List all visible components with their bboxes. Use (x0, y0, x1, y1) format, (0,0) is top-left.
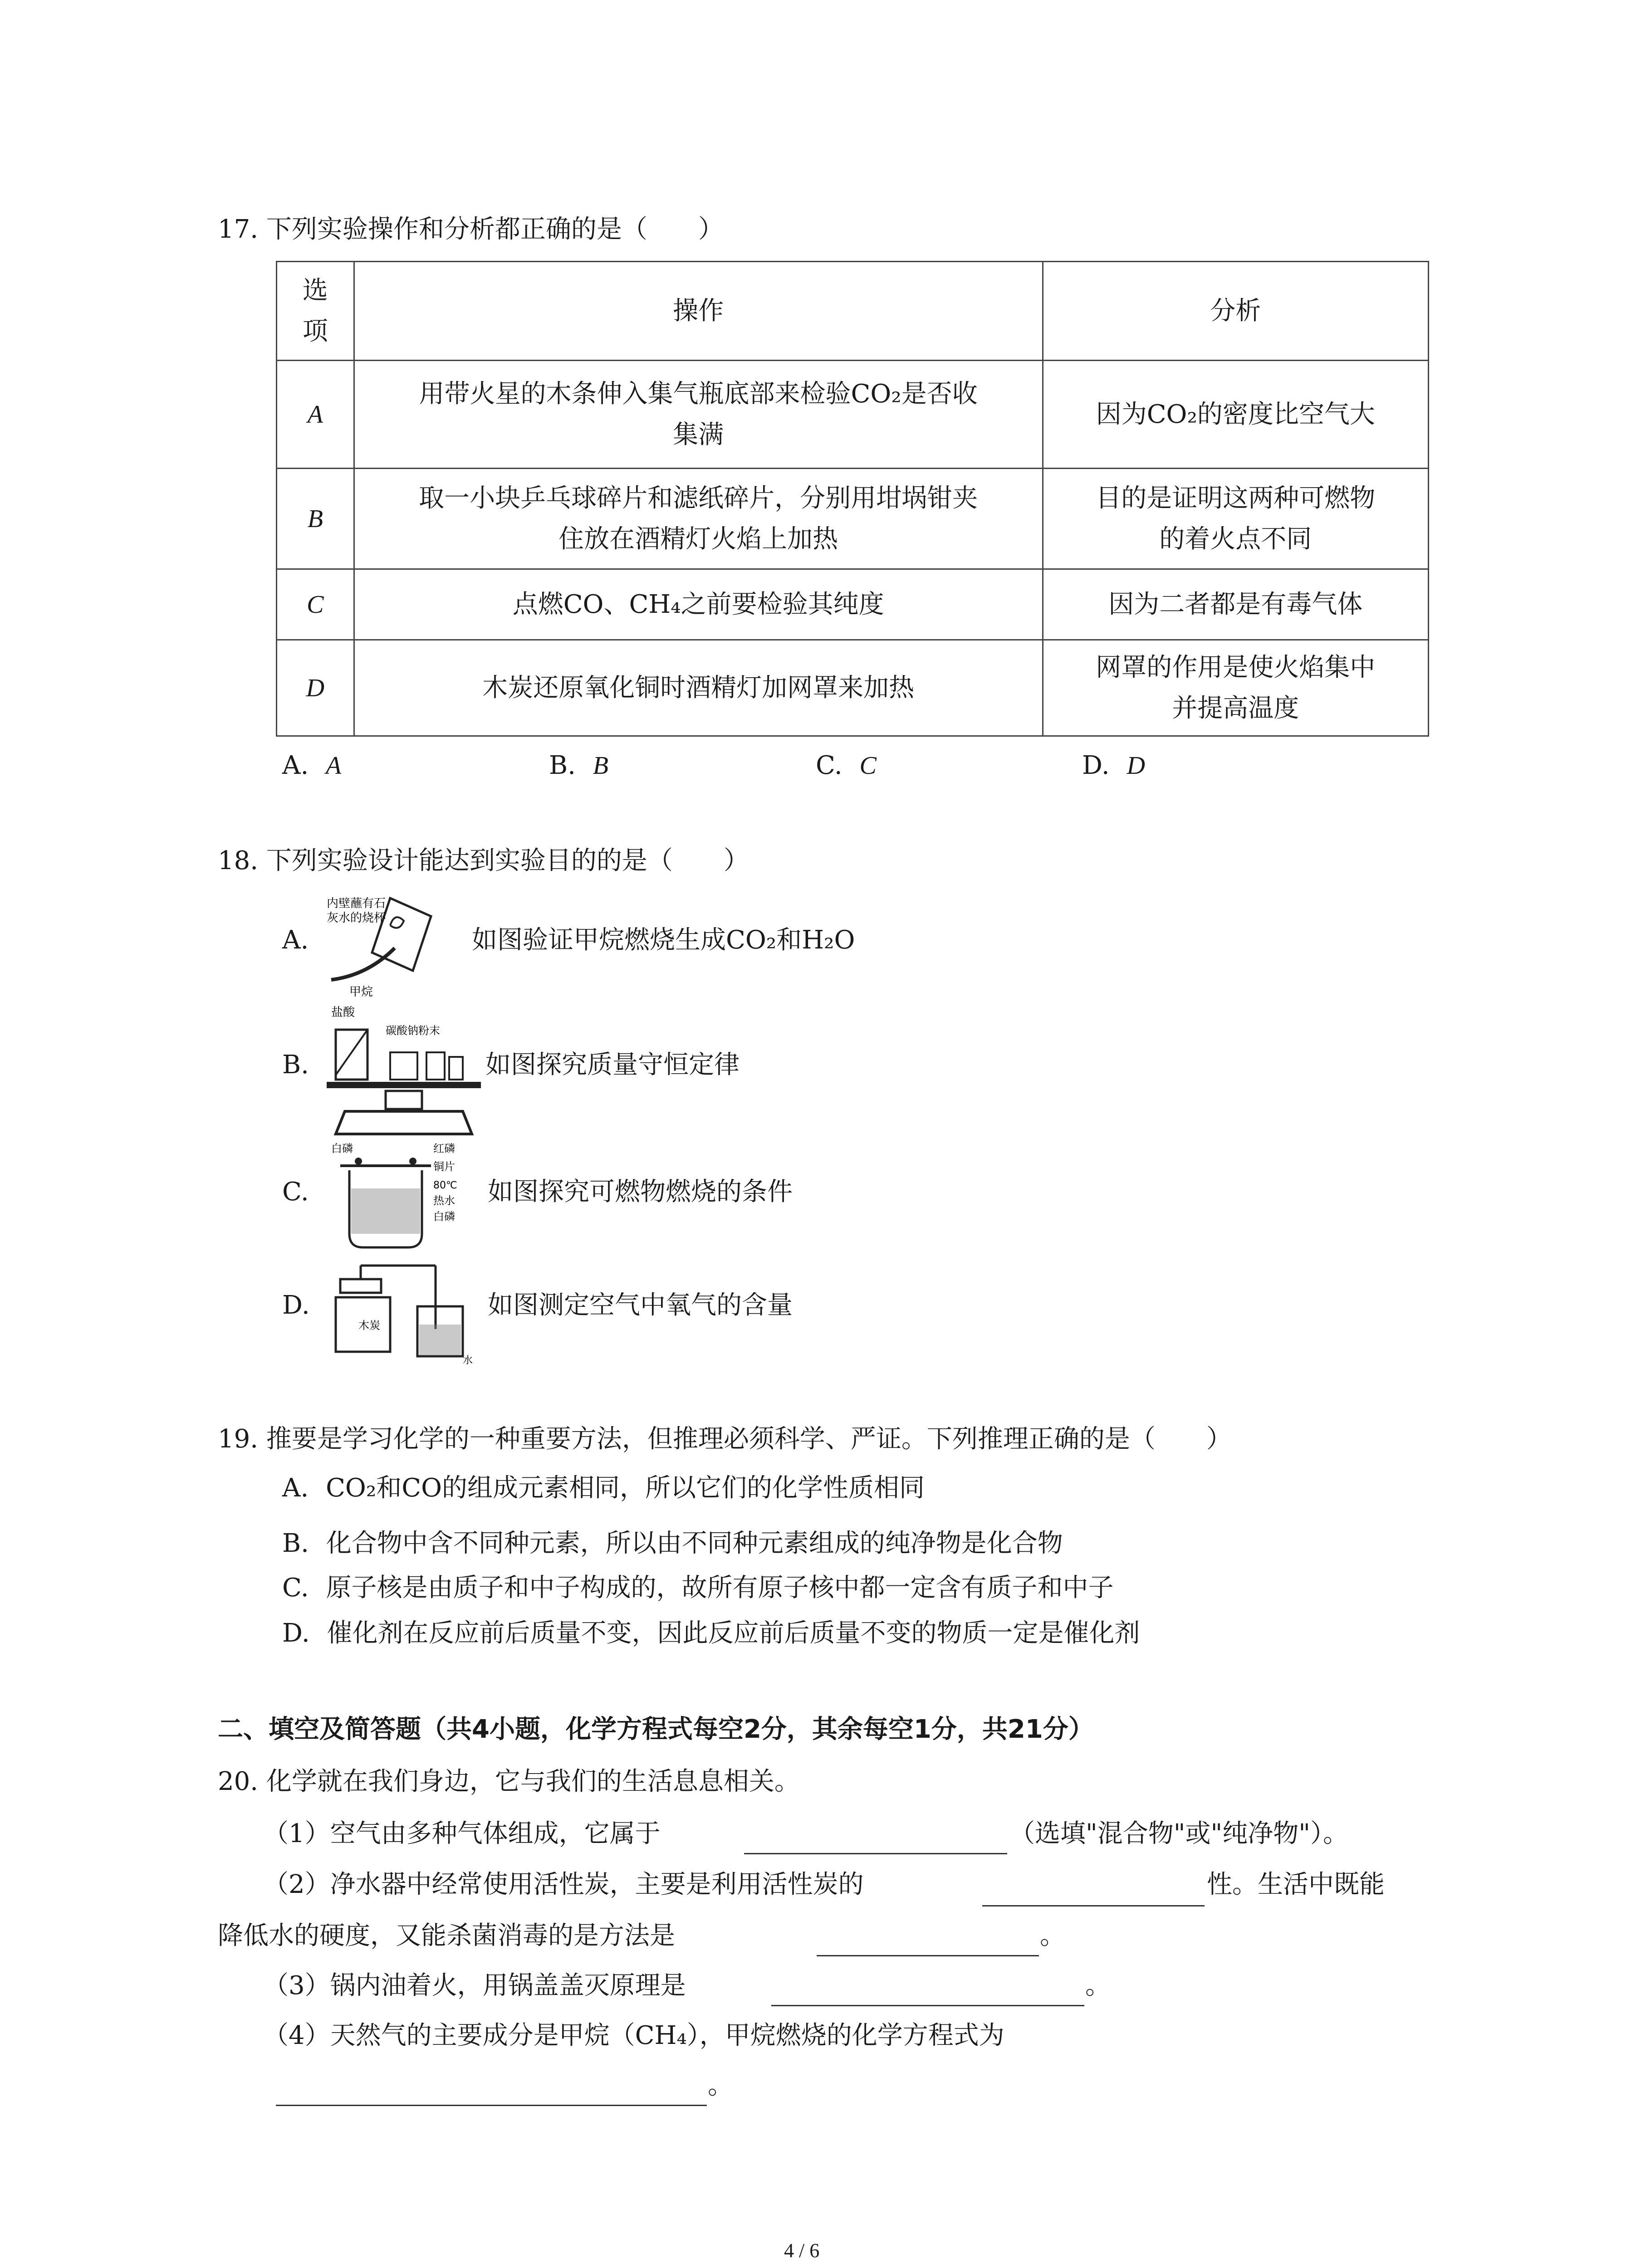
q19-option-c[interactable] (282, 1575, 1113, 1601)
section-heading: 二、填空及简答题（共4小题，化学方程式每空2分，其余每空1分，共21分） (218, 1715, 1094, 1744)
option-label: D. (282, 1618, 310, 1648)
fig-label: 热水 (433, 1194, 455, 1207)
row-option: B (277, 469, 354, 569)
q20-blank-5[interactable] (276, 2105, 707, 2106)
q18-option-b-label[interactable]: B. (282, 1050, 309, 1080)
fig-label: 碳酸钠粉末 (386, 1024, 440, 1037)
fig-label: 内壁蘸有石 (327, 897, 386, 910)
q20-blank-1[interactable] (744, 1853, 1007, 1854)
choice-label: A. (282, 751, 309, 780)
row-operation (354, 640, 1043, 736)
q20-part1-a: （1）空气由多种气体组成，它属于 (263, 1819, 661, 1848)
q18-option-d-label[interactable]: D. (282, 1290, 310, 1320)
fig-label: 盐酸 (331, 1006, 355, 1019)
table-row (277, 469, 1429, 569)
an-line: 网罩的作用是使火焰集中 (1096, 652, 1376, 682)
table-header-row (277, 262, 1429, 361)
an-line: 因为二者都是有毒气体 (1108, 589, 1363, 619)
option-text: 催化剂在反应前后质量不变，因此反应前后质量不变的物质一定是催化剂 (327, 1618, 1140, 1648)
row-analysis (1043, 361, 1428, 469)
q19-stem: 19. 推要是学习化学的一种重要方法，但推理必须科学、严证。下列推理正确的是（ ） (218, 1424, 1232, 1454)
an-line: 目的是证明这两种可燃物 (1096, 483, 1376, 513)
fig-label: 铜片 (433, 1160, 455, 1173)
q17-choice-d[interactable] (1082, 753, 1145, 778)
fig-label: 水 (463, 1355, 473, 1365)
q18-option-a-text: 如图验证甲烷燃烧生成CO₂和H₂O (472, 925, 855, 955)
row-analysis (1043, 640, 1428, 736)
table-row (277, 361, 1429, 469)
option-label: B. (282, 1529, 309, 1558)
choice-label: C. (816, 751, 843, 780)
row-analysis (1043, 469, 1428, 569)
q17-choice-a[interactable] (282, 753, 341, 778)
choice-value: B (593, 752, 608, 780)
q17-choice-b[interactable] (549, 753, 608, 778)
op-line: 住放在酒精灯火焰上加热 (558, 524, 838, 554)
fig-label: 甲烷 (349, 985, 373, 998)
q20-part4-b: 。 (708, 2071, 733, 2100)
fig-label: 白磷 (331, 1142, 353, 1155)
table-row (277, 569, 1429, 640)
fig-label: 80℃ (433, 1180, 457, 1191)
op-line: 用带火星的木条伸入集气瓶底部来检验CO₂是否收 (419, 379, 978, 409)
q20-stem: 20. 化学就在我们身边，它与我们的生活息息相关。 (218, 1767, 800, 1796)
fig-label: 灰水的烧杯 (327, 911, 386, 925)
page-number: 4 / 6 (784, 2239, 820, 2262)
header-analysis: 分析 (1043, 262, 1428, 361)
row-analysis (1043, 569, 1428, 640)
q17-stem: 17. 下列实验操作和分析都正确的是（ ） (218, 215, 724, 244)
q18-option-d-text: 如图测定空气中氧气的含量 (488, 1290, 793, 1320)
choice-label: B. (549, 751, 576, 780)
q19-option-a[interactable] (282, 1473, 925, 1503)
balance-figure (318, 1002, 490, 1139)
combustion-figure (322, 1134, 481, 1252)
q17-choice-c[interactable] (816, 753, 877, 778)
row-option: A (277, 361, 354, 469)
header-option-text: 选项 (302, 275, 328, 346)
q18-option-c-text: 如图探究可燃物燃烧的条件 (488, 1177, 793, 1207)
option-label: A. (282, 1473, 309, 1503)
q20-part3-b: 。 (1085, 1971, 1111, 2000)
option-text: 化合物中含不同种元素，所以由不同种元素组成的纯净物是化合物 (326, 1529, 1063, 1558)
choice-value: D (1127, 752, 1145, 780)
q18-option-c-label[interactable]: C. (282, 1177, 309, 1207)
table-row (277, 640, 1429, 736)
choice-label: D. (1082, 751, 1110, 780)
q20-part2-a: （2）净水器中经常使用活性炭，主要是利用活性炭的 (263, 1870, 864, 1899)
q20-part1-b: （选填"混合物"或"纯净物"）。 (1009, 1819, 1349, 1848)
fig-label: 白磷 (433, 1210, 455, 1223)
choice-value: A (326, 752, 342, 780)
q18-option-b-text: 如图探究质量守恒定律 (485, 1050, 740, 1080)
option-text: 原子核是由质子和中子构成的，故所有原子核中都一定含有质子和中子 (326, 1573, 1114, 1603)
q20-blank-4[interactable] (771, 2005, 1084, 2006)
q20-part2-c: 降低水的硬度，又能杀菌消毒的是方法是 (218, 1921, 675, 1950)
row-operation (354, 361, 1043, 469)
q20-blank-2[interactable] (982, 1905, 1205, 1906)
choice-value: C (859, 752, 877, 780)
op-line: 取一小块乒乓球碎片和滤纸碎片，分别用坩埚钳夹 (419, 483, 978, 513)
header-operation: 操作 (354, 262, 1043, 361)
an-line: 并提高温度 (1172, 693, 1299, 723)
header-option (277, 262, 354, 361)
option-label: C. (282, 1573, 309, 1603)
row-operation (354, 469, 1043, 569)
op-line: 木炭还原氧化铜时酒精灯加网罩来加热 (482, 673, 915, 703)
op-line: 集满 (673, 420, 724, 450)
q20-part3-a: （3）锅内油着火，用锅盖盖灭原理是 (263, 1971, 686, 2000)
q19-option-b[interactable] (282, 1531, 1063, 1556)
q20-part2-d: 。 (1040, 1921, 1065, 1950)
row-operation (354, 569, 1043, 640)
q20-blank-3[interactable] (817, 1955, 1039, 1956)
an-line: 因为CO₂的密度比空气大 (1096, 399, 1375, 429)
q17-table (276, 261, 1429, 737)
option-text: CO₂和CO的组成元素相同，所以它们的化学性质相同 (326, 1473, 925, 1503)
fig-label: 木炭 (358, 1319, 380, 1332)
row-option: C (277, 569, 354, 640)
op-line: 点燃CO、CH₄之前要检验其纯度 (512, 589, 884, 619)
q20-part2-b: 性。生活中既能 (1207, 1870, 1385, 1899)
an-line: 的着火点不同 (1159, 524, 1312, 554)
q18-option-a-label[interactable]: A. (282, 925, 309, 955)
q20-part4-a: （4）天然气的主要成分是甲烷（CH₄），甲烷燃烧的化学方程式为 (263, 2021, 1004, 2050)
q18-stem: 18. 下列实验设计能达到实验目的的是（ ） (218, 846, 749, 875)
fig-label: 红磷 (433, 1142, 455, 1155)
q19-option-d[interactable] (282, 1618, 1140, 1648)
oxygen-measure-figure (327, 1261, 481, 1365)
methane-beaker-figure (322, 889, 467, 998)
row-option: D (277, 640, 354, 736)
